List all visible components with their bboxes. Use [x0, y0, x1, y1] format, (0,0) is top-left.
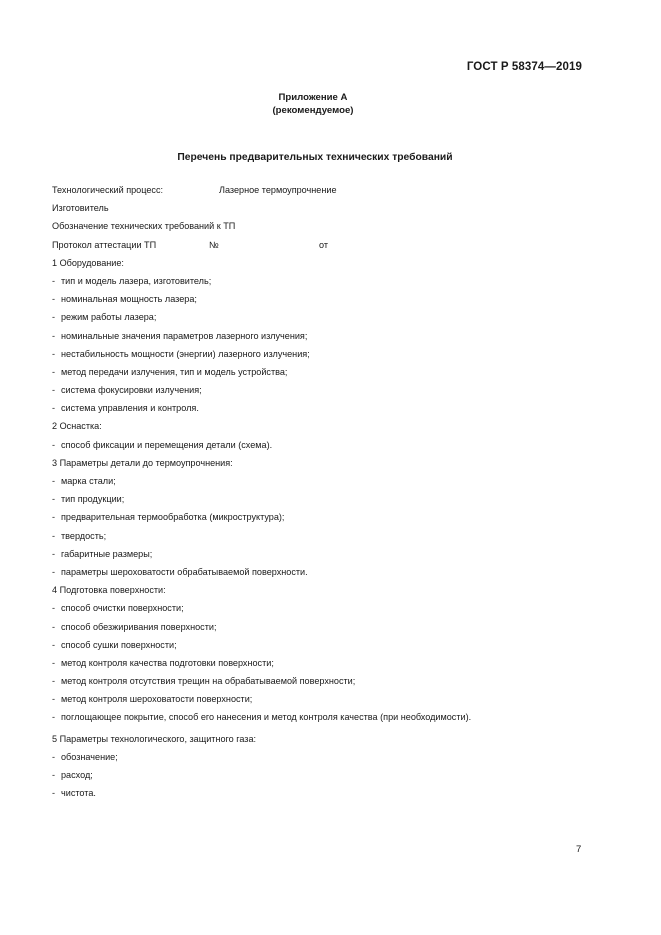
- process-label: Технологический процесс:: [52, 185, 164, 195]
- appendix-heading: [200, 91, 426, 117]
- list-bullet: -: [52, 494, 56, 505]
- standard-designation: ГОСТ Р 58374—2019: [466, 61, 582, 73]
- appendix-title: Приложение А: [278, 92, 348, 103]
- list-bullet: -: [52, 312, 56, 323]
- list-bullet: -: [52, 530, 56, 541]
- section-heading: 2 Оснастка:: [52, 421, 102, 432]
- list-item: [52, 472, 572, 490]
- list-item: [52, 508, 572, 526]
- list-bullet: -: [52, 621, 56, 632]
- list-item-text: предварительная термообработка (микроструктура);: [61, 512, 285, 523]
- list-bullet: -: [52, 439, 56, 450]
- list-bullet: -: [52, 348, 56, 359]
- list-item-text: способ очистки поверхности;: [61, 603, 184, 614]
- list-bullet: -: [52, 566, 56, 577]
- list-item: [52, 527, 572, 545]
- list-item-text: тип продукции;: [61, 494, 125, 505]
- section-heading: 1 Оборудование:: [52, 257, 124, 268]
- designation-line: [52, 217, 572, 235]
- list-bullet: -: [52, 657, 56, 668]
- section-heading: 5 Параметры технологического, защитного газа:: [52, 733, 257, 744]
- list-item-text: система управления и контроля.: [61, 403, 199, 414]
- list-item-text: способ сушки поверхности;: [61, 639, 177, 650]
- section-heading: 3 Параметры детали до термоупрочнения:: [52, 457, 233, 468]
- list-item: [52, 436, 572, 454]
- list-item: [52, 708, 572, 726]
- list-bullet: -: [52, 294, 56, 305]
- section-heading: 4 Подготовка поверхности:: [52, 585, 166, 596]
- list-item: [52, 399, 572, 417]
- list-bullet: -: [52, 788, 56, 799]
- requirements-body: [52, 181, 572, 802]
- manufacturer-line: [52, 199, 572, 217]
- list-item-text: тип и модель лазера, изготовитель;: [61, 275, 212, 286]
- list-bullet: -: [52, 366, 56, 377]
- list-item: [52, 290, 572, 308]
- list-bullet: -: [52, 712, 56, 723]
- designation-label: Обозначение технических требований к ТП: [52, 221, 236, 232]
- list-item: [52, 563, 572, 581]
- list-item-text: система фокусировки излучения;: [61, 385, 202, 396]
- document-title: Перечень предварительных технических требований: [177, 152, 453, 163]
- list-item-text: метод контроля отсутствия трещин на обрабатываемой поверхности;: [61, 676, 356, 687]
- page-number: 7: [576, 844, 582, 855]
- list-bullet: -: [52, 512, 56, 523]
- list-item-text: нестабильность мощности (энергии) лазерного излучения;: [61, 348, 310, 359]
- list-item: [52, 363, 572, 381]
- list-item: [52, 545, 572, 563]
- list-bullet: -: [52, 476, 56, 486]
- process-line: [52, 181, 572, 199]
- list-item: [52, 748, 572, 766]
- list-item: [52, 490, 572, 508]
- list-bullet: -: [52, 403, 56, 414]
- list-item: [52, 327, 572, 345]
- list-item-text: параметры шероховатости обрабатываемой поверхности.: [61, 566, 308, 577]
- list-item: [52, 636, 572, 654]
- list-item-text: номинальная мощность лазера;: [61, 294, 197, 305]
- list-item-text: метод контроля шероховатости поверхности;: [61, 694, 253, 705]
- protocol-label: Протокол аттестации ТП: [52, 239, 157, 250]
- list-item-text: режим работы лазера;: [61, 312, 157, 323]
- list-item: [52, 618, 572, 636]
- list-item: [52, 654, 572, 672]
- appendix-subtitle: (рекомендуемое): [272, 105, 354, 116]
- list-bullet: -: [52, 330, 56, 341]
- list-bullet: -: [52, 751, 56, 762]
- list-item-text: метод передачи излучения, тип и модель устройства;: [61, 366, 288, 377]
- list-item-text: твердость;: [61, 530, 107, 541]
- list-item-text: метод контроля качества подготовки поверхности;: [61, 657, 274, 668]
- list-item-text: способ обезжиривания поверхности;: [61, 621, 217, 632]
- list-item: [52, 272, 572, 290]
- process-value: Лазерное термоупрочнение: [219, 185, 337, 195]
- list-item-text: габаритные размеры;: [61, 548, 153, 559]
- list-bullet: -: [52, 770, 56, 780]
- list-item-text: способ фиксации и перемещения детали (схема).: [61, 439, 273, 450]
- list-item-text: обозначение;: [61, 751, 118, 762]
- list-item: [52, 308, 572, 326]
- list-item: [52, 784, 572, 802]
- list-item-text: поглощающее покрытие, способ его нанесения и метод контроля качества (при необходимости).: [61, 712, 472, 723]
- list-item-text: номинальные значения параметров лазерного излучения;: [61, 330, 308, 341]
- sections-list: [52, 254, 572, 803]
- list-bullet: -: [52, 639, 56, 650]
- date-from-label: от: [319, 239, 329, 250]
- manufacturer-label: Изготовитель: [52, 203, 109, 214]
- list-item-text: чистота.: [61, 788, 96, 799]
- protocol-line: [52, 236, 572, 254]
- list-item: [52, 766, 572, 784]
- list-item: [52, 381, 572, 399]
- list-item: [52, 599, 572, 617]
- list-item-text: расход;: [61, 770, 93, 780]
- list-item: [52, 345, 572, 363]
- list-bullet: -: [52, 676, 56, 687]
- list-bullet: -: [52, 694, 56, 705]
- list-bullet: -: [52, 603, 56, 614]
- list-item: [52, 672, 572, 690]
- list-bullet: -: [52, 385, 56, 396]
- list-item: [52, 690, 572, 708]
- list-bullet: -: [52, 275, 56, 286]
- list-item-text: марка стали;: [61, 476, 116, 486]
- list-bullet: -: [52, 548, 56, 559]
- number-sign: №: [209, 239, 219, 250]
